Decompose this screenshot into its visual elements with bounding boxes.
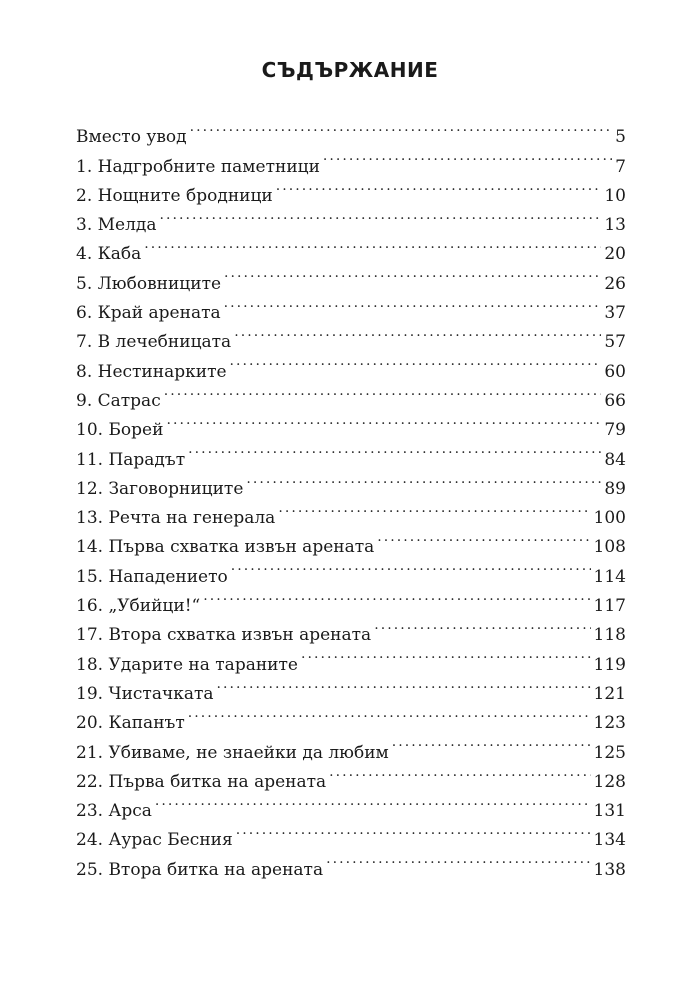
toc-dot-leader — [301, 640, 591, 669]
toc-entry-page-number: 20 — [604, 244, 626, 265]
toc-entry-page-number: 138 — [593, 859, 626, 880]
toc-entry-label: 21. Убиваме, не знаейки да любим — [76, 742, 389, 763]
toc-dot-leader — [234, 318, 601, 347]
toc-dot-leader — [160, 201, 602, 230]
toc-dot-leader — [166, 406, 601, 435]
toc-entry-label: 25. Втора битка на арената — [76, 859, 324, 880]
toc-entry-label: 19. Чистачката — [76, 683, 214, 704]
toc-entry-page-number: 60 — [604, 361, 626, 382]
toc-dot-leader — [188, 699, 591, 728]
toc-entry-page-number: 100 — [593, 508, 626, 529]
toc-entry-label: 3. Мелда — [76, 215, 157, 236]
toc-entry-label: 14. Първа схватка извън арената — [76, 537, 375, 558]
toc-entry-page-number: 89 — [604, 478, 626, 499]
toc-entry-page-number: 121 — [593, 683, 626, 704]
toc-entry-label: Вместо увод — [76, 127, 187, 148]
toc-entry-page-number: 117 — [593, 596, 626, 617]
toc-dot-leader — [377, 523, 590, 552]
toc-entry-label: 8. Нестинарките — [76, 361, 227, 382]
toc-entry-page-number: 13 — [604, 215, 626, 236]
toc-entry-page-number: 125 — [593, 742, 626, 763]
toc-entry-label: 5. Любовниците — [76, 273, 222, 294]
toc-dot-leader — [231, 552, 591, 581]
toc-entry-label: 17. Втора схватка извън арената — [76, 625, 372, 646]
toc-entry-label: 11. Парадът — [76, 449, 186, 470]
toc-entry-page-number: 84 — [604, 449, 626, 470]
toc-dot-leader — [329, 758, 590, 787]
toc-entry-label: 16. „Убийци!“ — [76, 596, 201, 617]
toc-entry — [76, 787, 626, 822]
toc-entry — [76, 259, 626, 294]
toc-entry-label: 18. Ударите на тараните — [76, 654, 298, 675]
toc-entry-page-number: 114 — [593, 566, 626, 587]
toc-dot-leader — [276, 172, 602, 201]
toc-entry-label: 9. Сатрас — [76, 390, 161, 411]
toc-entry-page-number: 119 — [593, 654, 626, 675]
toc-entry-page-number: 5 — [615, 127, 626, 148]
toc-entry-label: 1. Надгробните паметници — [76, 156, 320, 177]
toc-dot-leader — [236, 816, 591, 845]
toc-entry — [76, 230, 626, 265]
toc-entry-label: 23. Арса — [76, 801, 152, 822]
toc-entry-label: 22. Първа битка на арената — [76, 771, 327, 792]
toc-dot-leader — [224, 289, 602, 318]
toc-dot-leader — [278, 494, 590, 523]
toc-entry-page-number: 26 — [604, 273, 626, 294]
toc-dot-leader — [323, 142, 612, 171]
toc-entry-page-number: 131 — [593, 801, 626, 822]
page-title: СЪДЪРЖАНИЕ — [261, 58, 439, 82]
toc-entry-label: 20. Капанът — [76, 713, 185, 734]
toc-entry-page-number: 7 — [615, 156, 626, 177]
toc-entry-label: 10. Борей — [76, 420, 164, 441]
toc-dot-leader — [188, 435, 601, 464]
toc-dot-leader — [224, 259, 601, 288]
toc-entry-label: 13. Речта на генерала — [76, 508, 276, 529]
toc-entry-label: 7. В лечебницата — [76, 332, 232, 353]
toc-dot-leader — [203, 582, 590, 611]
toc-entry-page-number: 134 — [593, 830, 626, 851]
toc-entry-label: 24. Аурас Бесния — [76, 830, 233, 851]
toc-entry-page-number: 66 — [604, 390, 626, 411]
toc-dot-leader — [190, 113, 613, 142]
toc-entry-page-number: 37 — [604, 303, 626, 324]
toc-entry-page-number: 79 — [604, 420, 626, 441]
toc-dot-leader — [144, 230, 601, 259]
toc-entry-page-number: 57 — [604, 332, 626, 353]
toc-dot-leader — [155, 787, 591, 816]
toc-dot-leader — [217, 670, 591, 699]
toc-dot-leader — [392, 728, 591, 757]
toc-entry-label: 6. Край арената — [76, 303, 221, 324]
toc-entry-label: 15. Нападението — [76, 566, 228, 587]
table-of-contents — [76, 113, 626, 880]
toc-entry-page-number: 10 — [604, 185, 626, 206]
toc-dot-leader — [230, 347, 602, 376]
toc-dot-leader — [326, 845, 590, 874]
toc-entry-label: 2. Нощните бродници — [76, 185, 273, 206]
toc-entry-page-number: 118 — [593, 625, 626, 646]
toc-entry — [76, 113, 626, 148]
toc-entry-label: 12. Заговорниците — [76, 478, 244, 499]
toc-entry-page-number: 123 — [593, 713, 626, 734]
toc-dot-leader — [374, 611, 590, 640]
toc-entry-page-number: 108 — [593, 537, 626, 558]
toc-dot-leader — [246, 465, 601, 494]
toc-dot-leader — [164, 377, 602, 406]
toc-entry-label: 4. Каба — [76, 244, 142, 265]
toc-entry-page-number: 128 — [593, 771, 626, 792]
toc-entry — [76, 816, 626, 851]
